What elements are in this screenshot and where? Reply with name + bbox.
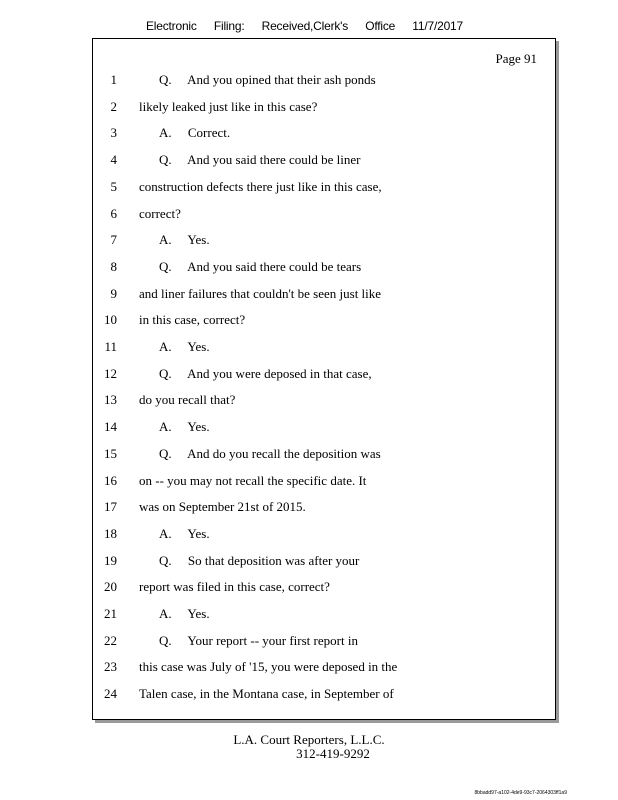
line-text: Q. So that deposition was after your bbox=[159, 552, 360, 568]
transcript-line bbox=[93, 473, 553, 493]
line-text: A. Yes. bbox=[159, 606, 210, 621]
line-text: on -- you may not recall the specific date. It bbox=[139, 472, 367, 488]
line-number: 1 bbox=[110, 72, 117, 87]
transcript-line bbox=[93, 232, 553, 252]
page-number: Page 91 bbox=[495, 51, 537, 66]
line-text: was on September 21st of 2015. bbox=[139, 499, 306, 515]
filing-label: Electronic bbox=[146, 19, 197, 33]
line-number: 3 bbox=[110, 125, 117, 141]
footer bbox=[0, 733, 618, 761]
transcript-line bbox=[93, 72, 553, 92]
line-text: A. Yes. bbox=[159, 525, 210, 541]
filing-date: 11/7/2017 bbox=[412, 19, 463, 33]
transcript-line bbox=[93, 99, 553, 119]
transcript-line bbox=[93, 526, 553, 546]
document-hash: 8bbadd97-a102-4de9-93c7-2064303ff1a9 bbox=[474, 790, 567, 796]
transcript-line bbox=[93, 659, 553, 679]
court-reporter-name: L.A. Court Reporters, L.L.C. bbox=[233, 732, 385, 747]
transcript-line bbox=[93, 152, 553, 172]
transcript-line bbox=[93, 633, 553, 653]
line-number: 11 bbox=[104, 339, 117, 354]
transcript-line bbox=[93, 446, 553, 466]
line-text: and liner failures that couldn't be seen just like bbox=[139, 285, 382, 301]
transcript-line bbox=[93, 606, 553, 626]
transcript-line bbox=[93, 179, 553, 199]
transcript-line bbox=[93, 206, 553, 226]
line-text: A. Yes. bbox=[159, 232, 210, 248]
filing-office: Office bbox=[365, 19, 396, 33]
line-number: 19 bbox=[104, 552, 117, 568]
line-text: in this case, correct? bbox=[139, 312, 246, 328]
line-text: Talen case, in the Montana case, in September of bbox=[139, 686, 394, 702]
transcript-line bbox=[93, 259, 553, 279]
line-text: Q. And you said there could be tears bbox=[159, 258, 362, 274]
transcript-line bbox=[93, 686, 553, 706]
transcript-line bbox=[93, 125, 553, 145]
line-text: A. Yes. bbox=[159, 339, 210, 354]
transcript-line bbox=[93, 366, 553, 386]
filing-received: Received,Clerk's bbox=[261, 19, 349, 33]
line-text: construction defects there just like in this case, bbox=[139, 178, 382, 194]
line-number: 12 bbox=[104, 365, 117, 381]
line-number: 16 bbox=[104, 472, 117, 488]
transcript-line bbox=[93, 553, 553, 573]
transcript-line bbox=[93, 499, 553, 519]
line-text: this case was July of '15, you were deposed in the bbox=[139, 659, 398, 675]
line-text: A. Correct. bbox=[159, 125, 231, 141]
line-number: 8 bbox=[110, 258, 117, 274]
line-text: correct? bbox=[139, 205, 181, 221]
line-number: 15 bbox=[104, 445, 117, 461]
transcript-line bbox=[93, 286, 553, 306]
line-number: 7 bbox=[110, 232, 117, 248]
line-number: 23 bbox=[104, 659, 117, 675]
line-number: 17 bbox=[104, 499, 117, 515]
line-number: 5 bbox=[110, 178, 117, 194]
line-number: 13 bbox=[104, 392, 117, 408]
line-number: 18 bbox=[104, 525, 117, 541]
court-reporter-phone: 312-419-9292 bbox=[296, 746, 370, 761]
transcript-line bbox=[93, 339, 553, 359]
transcript-line bbox=[93, 419, 553, 439]
line-number: 14 bbox=[104, 419, 117, 435]
line-text: Q. And you said there could be liner bbox=[159, 152, 361, 168]
line-text: Q. And you opined that their ash ponds bbox=[159, 72, 376, 87]
line-text: do you recall that? bbox=[139, 392, 236, 408]
line-number: 2 bbox=[110, 98, 117, 114]
line-text: Q. And do you recall the deposition was bbox=[159, 445, 381, 461]
line-number: 22 bbox=[104, 632, 117, 648]
transcript-line bbox=[93, 312, 553, 332]
line-number: 10 bbox=[104, 312, 117, 328]
transcript-page bbox=[92, 38, 556, 720]
line-text: Q. And you were deposed in that case, bbox=[159, 365, 372, 381]
line-number: 20 bbox=[104, 579, 117, 595]
line-number: 6 bbox=[110, 205, 117, 221]
filing-word: Filing: bbox=[213, 19, 245, 33]
line-text: report was filed in this case, correct? bbox=[139, 579, 330, 595]
line-number: 4 bbox=[110, 152, 117, 168]
line-number: 21 bbox=[104, 606, 117, 621]
line-number: 9 bbox=[110, 285, 117, 301]
line-number: 24 bbox=[104, 686, 117, 702]
filing-header bbox=[146, 19, 463, 33]
transcript-line bbox=[93, 579, 553, 599]
line-text: likely leaked just like in this case? bbox=[139, 98, 318, 114]
line-text: A. Yes. bbox=[159, 419, 210, 435]
line-text: Q. Your report -- your first report in bbox=[159, 632, 358, 648]
transcript-line bbox=[93, 392, 553, 412]
